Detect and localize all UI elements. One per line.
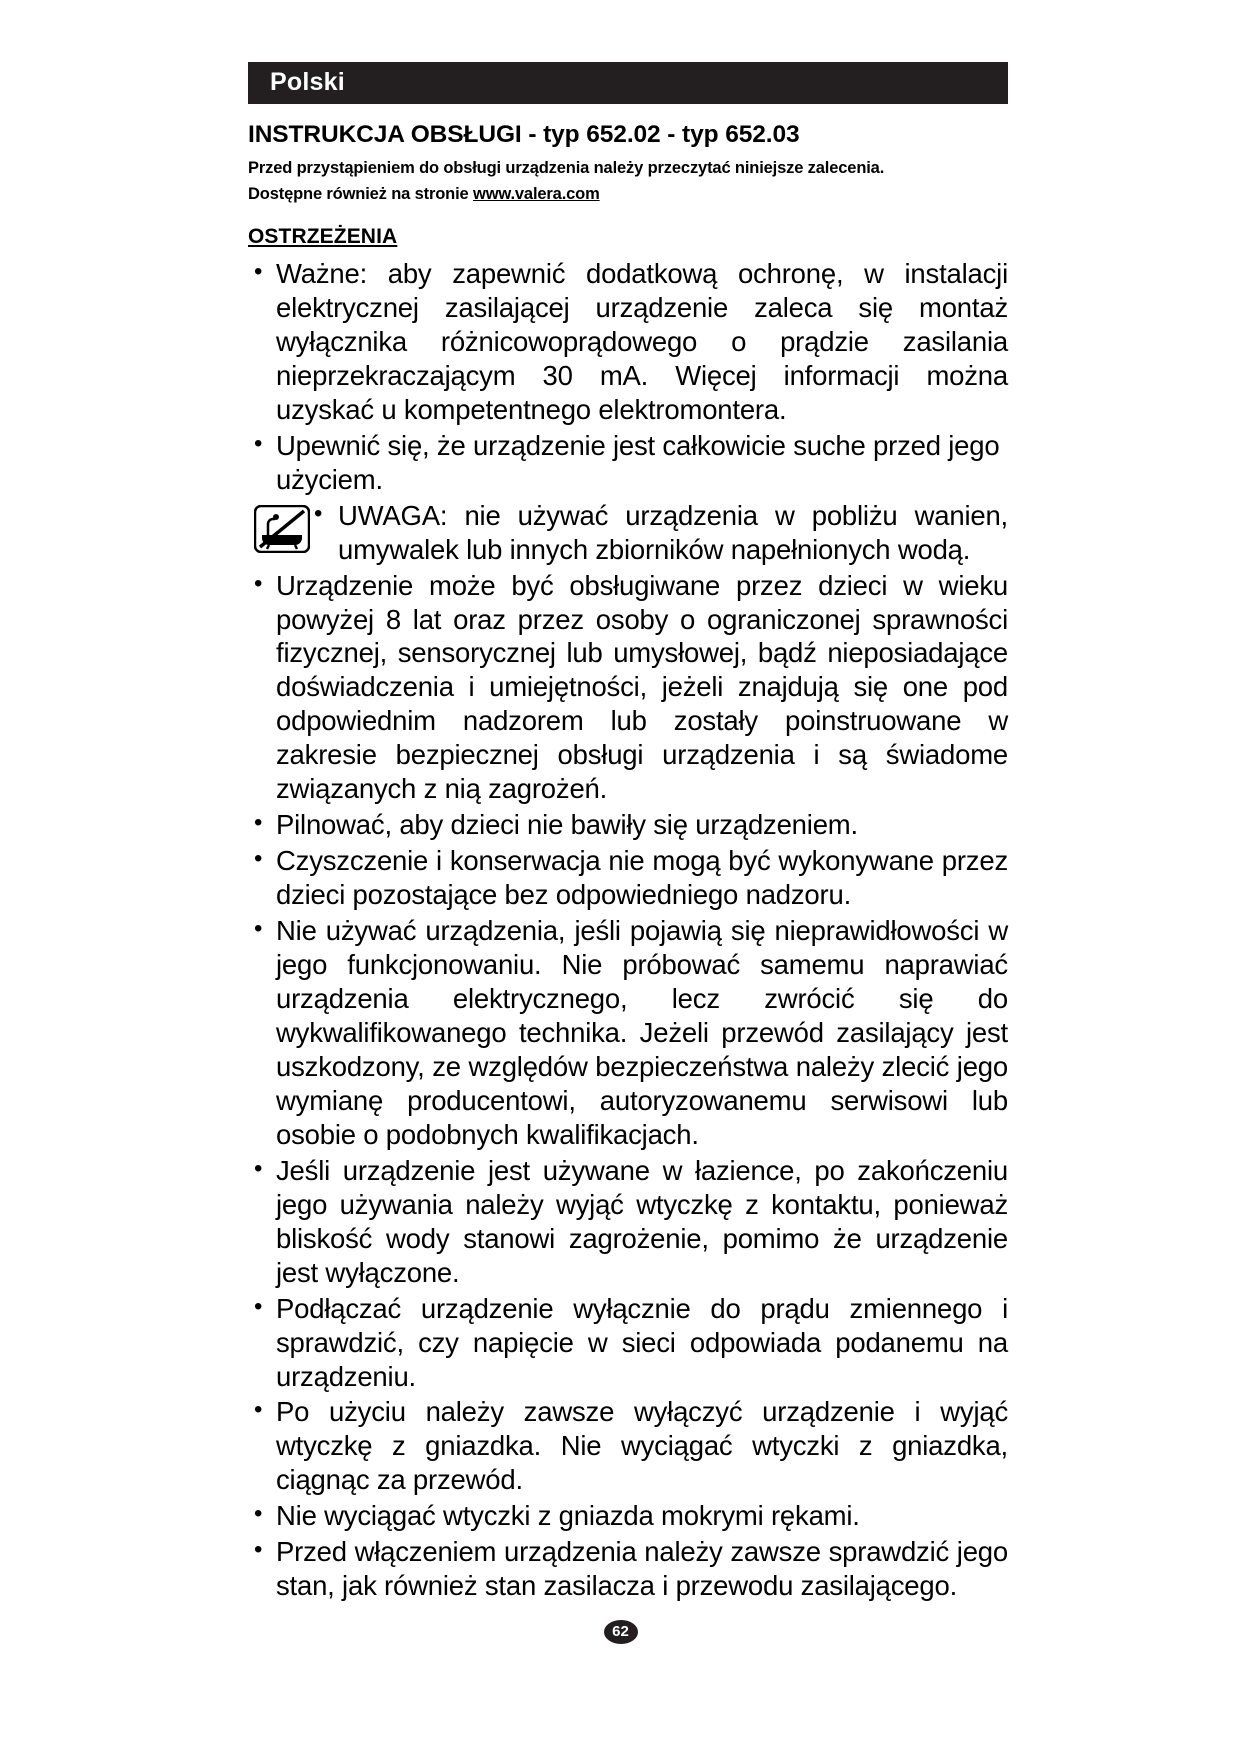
- website-line: [248, 185, 1008, 204]
- page-number: [0, 1620, 1241, 1644]
- list-item: • Podłączać urządzenie wyłącznie do prądu zmiennego i sprawdzić, czy napięcie w sieci odpowiada podanemu na urządzeniu.: [248, 1292, 1008, 1394]
- list-item: • Nie wyciągać wtyczki z gniazda mokrymi rękami.: [248, 1499, 1008, 1533]
- warnings-heading-wrap: [248, 204, 1008, 249]
- list-item: • Przed włączeniem urządzenia należy zawsze sprawdzić jego stan, jak również stan zasilacza i przewodu zasilającego.: [248, 1535, 1008, 1603]
- list-item-with-icon: [248, 499, 1008, 567]
- list-item: • Czyszczenie i konserwacja nie mogą być wykonywane przez dzieci pozostające bez odpowiedniego nadzoru.: [248, 844, 1008, 912]
- warnings-heading: OSTRZEŻENIA: [248, 225, 398, 248]
- list-item: • Po użyciu należy zawsze wyłączyć urządzenie i wyjąć wtyczkę z gniazdka. Nie wyciągać wtyczki z gniazdka, ciągnąc za przewód.: [248, 1395, 1008, 1497]
- icon-row: [248, 499, 1008, 567]
- language-header: Polski: [248, 62, 1008, 104]
- website-line-prefix: Dostępne również na stronie: [248, 185, 474, 203]
- document-title: INSTRUKCJA OBSŁUGI - typ 652.02 - typ 652.03: [248, 121, 800, 148]
- website-link[interactable]: www.valera.com: [473, 185, 600, 203]
- list-item: • Pilnować, aby dzieci nie bawiły się urządzeniem.: [248, 808, 1008, 842]
- list-item: • Ważne: aby zapewnić dodatkową ochronę, w instalacji elektrycznej zasilającej urządzenie zaleca się montaż wyłącznika różnicowoprądowego o prądzie zasilania nieprzekraczającym 30 mA. Więcej informacji można uzyskać u kompetentnego elektromontera.: [248, 257, 1008, 427]
- list-item: • Jeśli urządzenie jest używane w łazience, po zakończeniu jego używania należy wyjąć wtyczkę z kontaktu, ponieważ bliskość wody stanowi zagrożenie, pomimo że urządzenie jest wyłączone.: [248, 1154, 1008, 1290]
- list-item-label: • UWAGA: nie używać urządzenia w pobliżu wanien, umywalek lub innych zbiorników napełnionych wodą.: [310, 499, 1008, 567]
- list-item: • Upewnić się, że urządzenie jest całkowicie suche przed jego użyciem.: [248, 429, 1008, 497]
- no-bathtub-icon: [254, 505, 310, 553]
- page-number-label: 62: [604, 1620, 638, 1644]
- list-item: • Nie używać urządzenia, jeśli pojawią się nieprawidłowości w jego funkcjonowaniu. Nie próbować samemu naprawiać urządzenia elektrycznego, lecz zwrócić się do wykwalifikowanego technika. Jeżeli przewód zasilający jest uszkodzony, ze względów bezpieczeństwa należy zlecić jego wymianę producentowi, autoryzowanemu serwisowi lub osobie o podobnych kwalifikacjach.: [248, 914, 1008, 1152]
- document-subtitle: Przed przystąpieniem do obsługi urządzenia należy przeczytać niniejsze zalecenia.: [248, 159, 885, 177]
- warnings-list: [248, 257, 1008, 1603]
- page-content: [248, 62, 1008, 1603]
- list-item: • Urządzenie może być obsługiwane przez dzieci w wieku powyżej 8 lat oraz przez osoby o ograniczonej sprawności fizycznej, sensorycznej lub umysłowej, bądź nieposiadające doświadczenia i umiejętności, jeżeli znajdują się one pod odpowiednim nadzorem lub zostały poinstruowane w zakresie bezpiecznej obsługi urządzenia i są świadome związanych z nią zagrożeń.: [248, 569, 1008, 807]
